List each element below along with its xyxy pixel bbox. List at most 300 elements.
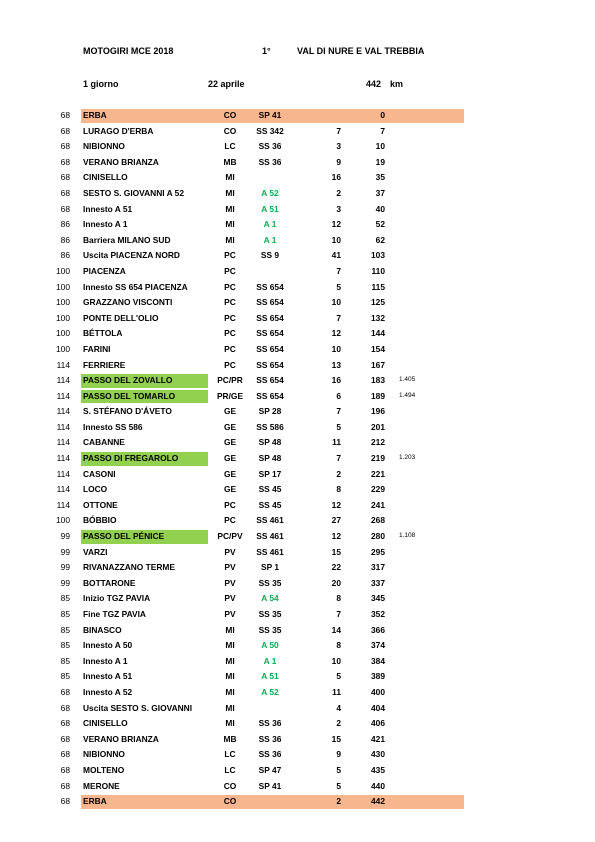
segment-km: 7: [336, 312, 341, 323]
table-row: [50, 498, 435, 514]
table-row: [50, 342, 435, 358]
place-name: Uscita SESTO S. GIOVANNI: [83, 702, 193, 713]
altitude-code: 68: [60, 764, 70, 775]
cumulative-km: 201: [371, 421, 385, 432]
table-row: [50, 264, 435, 280]
altitude-code: 100: [56, 265, 70, 276]
cumulative-km: 241: [371, 499, 385, 510]
province: PC: [224, 297, 236, 308]
province: PC: [224, 499, 236, 510]
cumulative-km: 62: [375, 234, 385, 245]
altitude-code: 68: [60, 110, 70, 120]
road-code: SP 47: [258, 764, 282, 775]
place-name: Innesto SS 654 PIACENZA: [83, 281, 188, 292]
province: PC: [224, 312, 236, 323]
road-code: SS 342: [256, 125, 284, 136]
table-row: [50, 716, 435, 732]
road-code: SS 45: [258, 484, 282, 495]
place-name: CABANNE: [83, 437, 125, 448]
table-row: [50, 248, 435, 264]
table-row: [50, 217, 435, 233]
pass-altitude: 1.108: [399, 532, 416, 540]
road-code: A 54: [261, 593, 279, 604]
place-name: MOLTENO: [83, 764, 125, 775]
place-name: ERBA: [83, 796, 107, 807]
place-name: LOCO: [83, 484, 108, 495]
altitude-code: 68: [60, 141, 70, 152]
road-code: A 1: [263, 234, 277, 245]
segment-km: 22: [331, 562, 341, 573]
table-row: [50, 669, 435, 685]
place-name: PIACENZA: [83, 265, 126, 276]
segment-km: 15: [331, 546, 341, 557]
segment-km: 27: [331, 515, 341, 526]
table-row: [50, 420, 435, 436]
table-row: [50, 654, 435, 670]
province: GE: [223, 484, 237, 495]
table-row: [50, 326, 435, 342]
cumulative-km: 229: [371, 484, 385, 495]
table-row: [50, 358, 435, 374]
place-name: Uscita PIACENZA NORD: [83, 250, 180, 261]
cumulative-km: 212: [371, 437, 385, 448]
road-code: SS 36: [258, 718, 282, 729]
road-code: A 51: [261, 671, 279, 682]
province: MI: [225, 702, 235, 713]
cumulative-km: 40: [375, 203, 385, 214]
cumulative-km: 110: [371, 265, 385, 276]
segment-km: 12: [331, 499, 341, 510]
province: PC: [224, 359, 236, 370]
cumulative-km: 167: [371, 359, 385, 370]
place-name: Innesto A 52: [83, 686, 133, 697]
road-code: SS 586: [256, 421, 284, 432]
cumulative-km: 144: [371, 328, 385, 339]
segment-km: 7: [336, 453, 341, 464]
cumulative-km: 268: [371, 515, 385, 526]
segment-km: 5: [336, 281, 341, 292]
total-km: 442: [366, 79, 382, 89]
road-code: SS 36: [258, 733, 282, 744]
altitude-code: 100: [56, 297, 70, 308]
segment-km: 41: [331, 250, 341, 261]
province: CO: [223, 125, 237, 136]
cumulative-km: 400: [371, 686, 385, 697]
pass-altitude: 1.405: [399, 376, 416, 384]
altitude-code: 99: [60, 577, 70, 588]
place-name: MERONE: [83, 780, 120, 791]
province: PC: [224, 328, 236, 339]
altitude-code: 100: [56, 312, 70, 323]
road-code: SS 461: [256, 531, 284, 542]
province: GE: [223, 437, 237, 448]
province: PC: [224, 515, 236, 526]
province: PV: [224, 609, 236, 619]
cumulative-km: 183: [371, 375, 385, 386]
table-row: [50, 170, 435, 186]
segment-km: 10: [331, 343, 341, 354]
table-row: [50, 623, 435, 639]
altitude-code: 114: [56, 421, 70, 432]
cumulative-km: 430: [371, 749, 385, 760]
road-code: SS 654: [256, 297, 284, 308]
province: PV: [224, 562, 236, 573]
province: MI: [225, 172, 235, 183]
province: PV: [224, 546, 236, 557]
table-row: [50, 701, 435, 717]
altitude-code: 114: [56, 437, 70, 448]
place-name: Barriera MILANO SUD: [83, 234, 171, 245]
province: MI: [225, 234, 235, 245]
altitude-code: 68: [60, 125, 70, 136]
province: PC: [224, 343, 236, 354]
place-name: BÓBBIO: [83, 515, 117, 526]
road-code: SS 36: [258, 141, 282, 152]
province: GE: [223, 421, 237, 432]
cumulative-km: 337: [371, 577, 385, 588]
cumulative-km: 435: [371, 764, 385, 775]
altitude-code: 114: [56, 468, 70, 479]
segment-km: 12: [331, 219, 341, 230]
road-code: A 52: [261, 686, 279, 697]
cumulative-km: 221: [371, 468, 385, 479]
table-row: [50, 280, 435, 296]
segment-km: 3: [336, 141, 341, 152]
table-row: [50, 435, 435, 451]
table-row: [50, 186, 435, 202]
table-row: [50, 513, 435, 529]
segment-km: 9: [336, 156, 341, 167]
altitude-code: 100: [56, 281, 70, 292]
place-name: FERRIERE: [83, 359, 126, 370]
cumulative-km: 154: [371, 343, 385, 354]
altitude-code: 85: [60, 609, 70, 619]
altitude-code: 68: [60, 187, 70, 198]
segment-km: 10: [331, 234, 341, 245]
road-code: SS 461: [256, 515, 284, 526]
altitude-code: 114: [56, 406, 70, 417]
cumulative-km: 10: [375, 141, 385, 152]
road-code: SS 36: [258, 156, 282, 167]
altitude-code: 68: [60, 780, 70, 791]
place-name: FARINI: [83, 343, 111, 354]
province: PC: [224, 281, 236, 292]
road-code: SS 45: [258, 499, 282, 510]
table-row: [50, 295, 435, 311]
road-code: SS 36: [258, 749, 282, 760]
segment-km: 8: [336, 593, 341, 604]
segment-km: 2: [336, 796, 341, 807]
place-name: RIVANAZZANO TERME: [83, 562, 175, 573]
altitude-code: 114: [56, 359, 70, 370]
table-row: [50, 638, 435, 654]
cumulative-km: 352: [371, 609, 385, 619]
road-code: SS 35: [258, 609, 282, 619]
road-code: SS 35: [258, 577, 282, 588]
place-name: VERANO BRIANZA: [83, 733, 159, 744]
cumulative-km: 421: [371, 733, 385, 744]
segment-km: 20: [331, 577, 341, 588]
altitude-code: 85: [60, 593, 70, 604]
province: MI: [225, 655, 235, 666]
province: GE: [223, 406, 237, 417]
province: PV: [224, 593, 236, 604]
road-code: A 52: [261, 187, 279, 198]
segment-km: 2: [336, 718, 341, 729]
altitude-code: 85: [60, 624, 70, 635]
segment-km: 5: [336, 421, 341, 432]
altitude-code: 68: [60, 733, 70, 744]
altitude-code: 114: [56, 375, 70, 386]
road-code: SS 654: [256, 312, 284, 323]
cumulative-km: 404: [371, 702, 385, 713]
doc-title: MOTOGIRI MCE 2018: [83, 46, 174, 56]
table-row: [50, 108, 435, 124]
road-code: SS 654: [256, 328, 284, 339]
place-name: CINISELLO: [83, 718, 128, 729]
cumulative-km: 19: [375, 156, 385, 167]
place-name: PASSO DEL TOMARLO: [83, 390, 176, 401]
province: PC: [224, 265, 236, 276]
altitude-code: 85: [60, 671, 70, 682]
table-row: [50, 202, 435, 218]
road-code: A 1: [263, 219, 277, 230]
place-name: NIBIONNO: [83, 141, 125, 152]
road-code: SS 654: [256, 281, 284, 292]
cumulative-km: 35: [375, 172, 385, 183]
pass-altitude: 1.494: [399, 391, 416, 399]
km-unit: km: [390, 79, 404, 89]
table-row: [50, 529, 435, 545]
altitude-code: 114: [56, 390, 70, 401]
cumulative-km: 37: [375, 187, 385, 198]
segment-km: 5: [336, 780, 341, 791]
province: MI: [225, 203, 235, 214]
province: LC: [224, 141, 236, 152]
route-table: [50, 108, 435, 810]
table-row: [50, 233, 435, 249]
place-name: PONTE DELL'OLIO: [83, 312, 159, 323]
altitude-code: 100: [56, 328, 70, 339]
province: PC/PV: [217, 531, 243, 542]
segment-km: 16: [331, 172, 341, 183]
place-name: VARZI: [83, 546, 108, 557]
segment-km: 12: [331, 328, 341, 339]
road-code: SP 17: [258, 468, 282, 479]
road-code: SP 28: [258, 406, 282, 417]
province: GE: [223, 468, 237, 479]
province: MI: [225, 718, 235, 729]
altitude-code: 86: [60, 250, 70, 261]
cumulative-km: 115: [371, 281, 385, 292]
altitude-code: 99: [60, 546, 70, 557]
table-row: [50, 763, 435, 779]
place-name: Innesto A 51: [83, 203, 133, 214]
road-code: SP 1: [260, 562, 279, 573]
place-name: PASSO DI FREGAROLO: [83, 453, 179, 464]
place-name: BÉTTOLA: [83, 328, 123, 339]
place-name: Innesto A 1: [83, 655, 128, 666]
cumulative-km: 132: [371, 312, 385, 323]
segment-km: 14: [331, 624, 341, 635]
road-code: A 1: [263, 655, 277, 666]
place-name: VERANO BRIANZA: [83, 156, 159, 167]
segment-km: 10: [331, 297, 341, 308]
altitude-code: 100: [56, 515, 70, 526]
altitude-code: 68: [60, 796, 70, 807]
province: PV: [224, 577, 236, 588]
date-label: 22 aprile: [208, 79, 245, 89]
altitude-code: 68: [60, 702, 70, 713]
province: CO: [223, 796, 237, 807]
cumulative-km: 0: [380, 110, 385, 120]
table-row: [50, 124, 435, 140]
altitude-code: 86: [60, 234, 70, 245]
table-row: [50, 560, 435, 576]
place-name: PASSO DEL ZOVALLO: [83, 375, 173, 386]
edition-number: 1°: [262, 46, 271, 56]
province: MB: [223, 733, 237, 744]
segment-km: 11: [332, 686, 341, 697]
place-name: BOTTARONE: [83, 577, 136, 588]
day-label: 1 giorno: [83, 79, 119, 89]
table-row: [50, 732, 435, 748]
cumulative-km: 345: [371, 593, 385, 604]
place-name: Innesto A 50: [83, 640, 133, 651]
place-name: Innesto A 1: [83, 219, 128, 230]
table-row: [50, 545, 435, 561]
road-code: A 50: [261, 640, 279, 651]
province: MI: [225, 187, 235, 198]
place-name: PASSO DEL PÉNICE: [83, 531, 165, 542]
altitude-code: 114: [56, 484, 70, 495]
table-row: [50, 482, 435, 498]
altitude-code: 99: [60, 562, 70, 573]
cumulative-km: 317: [371, 562, 385, 573]
cumulative-km: 442: [371, 796, 385, 807]
province: LC: [224, 764, 236, 775]
table-row: [50, 747, 435, 763]
province: CO: [223, 110, 237, 120]
segment-km: 7: [336, 609, 341, 619]
table-row: [50, 451, 435, 467]
segment-km: 9: [336, 749, 341, 760]
table-row: [50, 373, 435, 389]
province: CO: [223, 780, 237, 791]
segment-km: 2: [336, 468, 341, 479]
place-name: NIBIONNO: [83, 749, 125, 760]
altitude-code: 68: [60, 686, 70, 697]
segment-km: 15: [331, 733, 341, 744]
altitude-code: 114: [56, 453, 70, 464]
segment-km: 5: [336, 671, 341, 682]
table-row: [50, 467, 435, 483]
table-row: [50, 155, 435, 171]
place-name: Innesto A 51: [83, 671, 133, 682]
cumulative-km: 295: [371, 546, 385, 557]
cumulative-km: 196: [371, 406, 385, 417]
segment-km: 12: [331, 531, 341, 542]
cumulative-km: 389: [371, 671, 385, 682]
table-row: [50, 685, 435, 701]
altitude-code: 99: [60, 531, 70, 542]
place-name: Fine TGZ PAVIA: [83, 609, 146, 619]
segment-km: 2: [336, 187, 341, 198]
altitude-code: 85: [60, 655, 70, 666]
place-name: ERBA: [83, 110, 107, 120]
segment-km: 8: [336, 640, 341, 651]
place-name: LURAGO D'ERBA: [83, 125, 154, 136]
segment-km: 7: [336, 406, 341, 417]
table-row: [50, 576, 435, 592]
road-code: SP 48: [258, 437, 282, 448]
altitude-code: 68: [60, 172, 70, 183]
place-name: CINISELLO: [83, 172, 128, 183]
province: GE: [223, 453, 237, 464]
province: LC: [224, 749, 236, 760]
province: MI: [225, 686, 235, 697]
segment-km: 3: [336, 203, 341, 214]
province: MI: [225, 219, 235, 230]
cumulative-km: 280: [371, 531, 385, 542]
altitude-code: 114: [56, 499, 70, 510]
province: MI: [225, 671, 235, 682]
province: MI: [225, 624, 235, 635]
cumulative-km: 384: [371, 655, 385, 666]
table-row: [50, 607, 435, 623]
table-row: [50, 389, 435, 405]
cumulative-km: 7: [380, 125, 385, 136]
segment-km: 6: [336, 390, 341, 401]
doc-subtitle: VAL DI NURE E VAL TREBBIA: [297, 46, 425, 56]
altitude-code: 85: [60, 640, 70, 651]
road-code: SS 9: [260, 250, 280, 261]
place-name: OTTONE: [83, 499, 118, 510]
cumulative-km: 374: [371, 640, 385, 651]
segment-km: 7: [336, 125, 341, 136]
cumulative-km: 366: [371, 624, 385, 635]
altitude-code: 68: [60, 156, 70, 167]
segment-km: 10: [331, 655, 341, 666]
place-name: SESTO S. GIOVANNI A 52: [83, 187, 184, 198]
road-code: SS 654: [256, 390, 284, 401]
place-name: Innesto SS 586: [83, 421, 143, 432]
road-code: SP 48: [258, 453, 282, 464]
cumulative-km: 189: [371, 390, 385, 401]
place-name: Inizio TGZ PAVIA: [83, 593, 151, 604]
place-name: BINASCO: [83, 624, 122, 635]
cumulative-km: 219: [371, 453, 385, 464]
altitude-code: 100: [56, 343, 70, 354]
road-code: SP 41: [258, 110, 282, 120]
road-code: A 51: [261, 203, 279, 214]
road-code: SS 654: [256, 343, 284, 354]
cumulative-km: 125: [371, 297, 385, 308]
road-code: SS 35: [258, 624, 282, 635]
table-row: [50, 794, 435, 810]
segment-km: 7: [336, 265, 341, 276]
place-name: S. STÉFANO D'ÁVETO: [83, 406, 172, 417]
road-code: SP 41: [258, 780, 282, 791]
province: PC/PR: [217, 375, 243, 386]
table-row: [50, 404, 435, 420]
cumulative-km: 406: [371, 718, 385, 729]
table-row: [50, 591, 435, 607]
table-row: [50, 311, 435, 327]
segment-km: 11: [332, 437, 341, 448]
cumulative-km: 440: [371, 780, 385, 791]
province: MI: [225, 640, 235, 651]
